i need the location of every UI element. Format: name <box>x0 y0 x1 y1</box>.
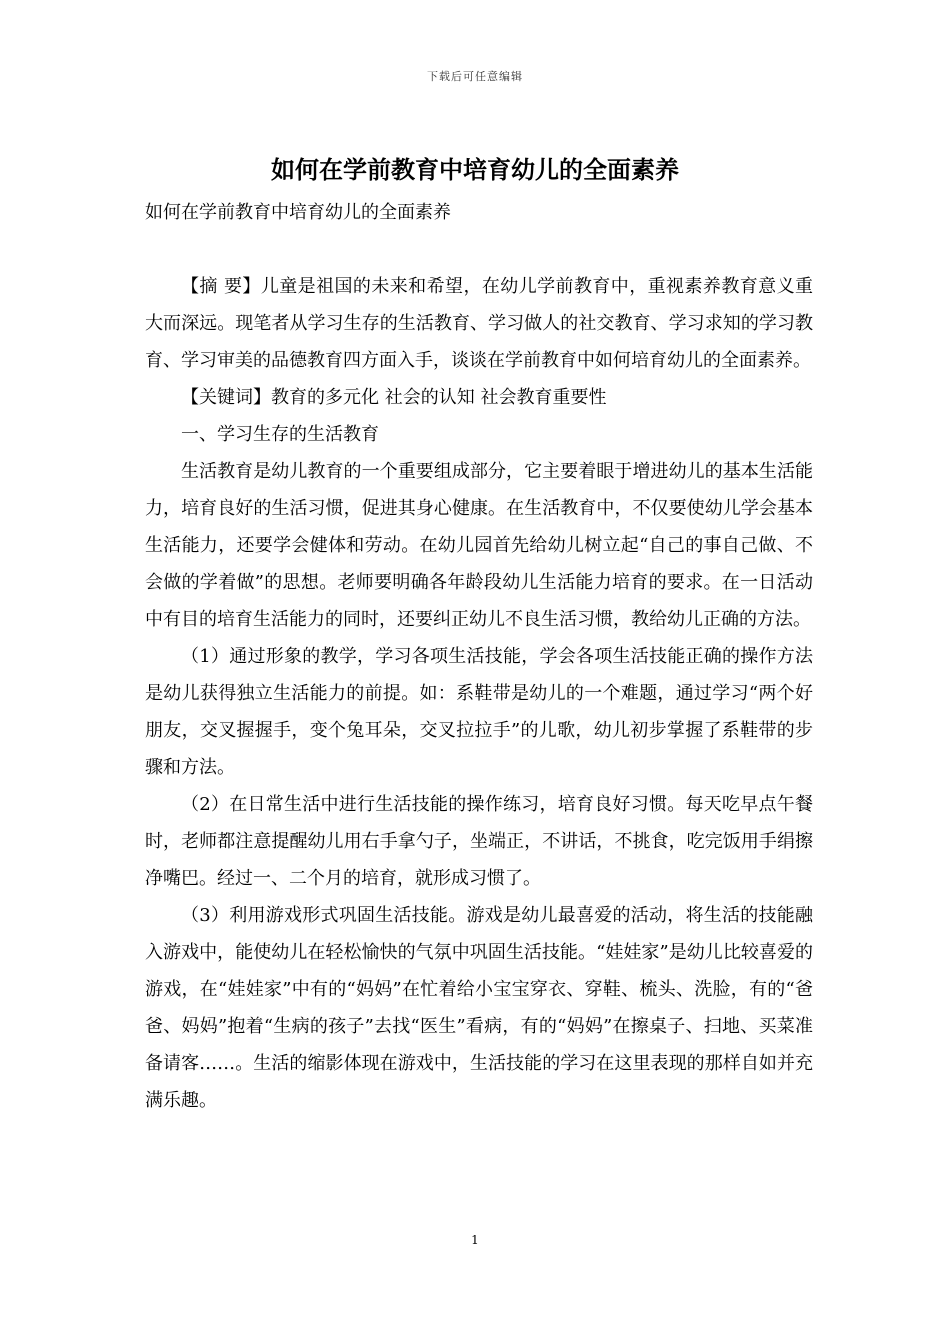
document-title: 如何在学前教育中培育幼儿的全面素养 <box>271 155 679 184</box>
document-subtitle: 如何在学前教育中培育幼儿的全面素养 <box>145 202 451 223</box>
body-paragraph: （2）在日常生活中进行生活技能的操作练习，培育良好习惯。每天吃早点午餐时，老师都注意提醒幼儿用右手拿勺子，坐端正，不讲话，不挑食，吃完饭用手绢擦净嘴巴。经过一、二个月的培育，就形成习惯了。 <box>145 794 813 889</box>
page-header-note: 下载后可任意编辑 <box>427 70 523 83</box>
document-body <box>145 268 813 1119</box>
keywords-paragraph: 【关键词】教育的多元化 社会的认知 社会教育重要性 <box>181 387 607 408</box>
body-paragraph: 生活教育是幼儿教育的一个重要组成部分，它主要着眼于增进幼儿的基本生活能力，培育良好的生活习惯，促进其身心健康。在生活教育中，不仅要使幼儿学会基本生活能力，还要学会健体和劳动。在幼儿园首先给幼儿树立起“自己的事自己做、不会做的学着做”的思想。老师要明确各年龄段幼儿生活能力培育的要求。在一日活动中有目的培育生活能力的同时，还要纠正幼儿不良生活习惯，教给幼儿正确的方法。 <box>145 461 813 630</box>
section-heading: 一、学习生存的生活教育 <box>181 424 379 445</box>
abstract-paragraph: 【摘 要】儿童是祖国的未来和希望，在幼儿学前教育中，重视素养教育意义重大而深远。现笔者从学习生存的生活教育、学习做人的社交教育、学习求知的学习教育、学习审美的品德教育四方面入手，谈谈在学前教育中如何培育幼儿的全面素养。 <box>145 276 813 371</box>
body-paragraph: （3）利用游戏形式巩固生活技能。游戏是幼儿最喜爱的活动，将生活的技能融入游戏中，能使幼儿在轻松愉快的气氛中巩固生活技能。“娃娃家”是幼儿比较喜爱的游戏，在“娃娃家”中有的“妈妈”在忙着给小宝宝穿衣、穿鞋、梳头、洗脸，有的“爸爸、妈妈”抱着“生病的孩子”去找“医生”看病，有的“妈妈”在擦桌子、扫地、买菜准备请客……。生活的缩影体现在游戏中，生活技能的学习在这里表现的那样自如并充满乐趣。 <box>145 905 813 1111</box>
page-number: 1 <box>471 1233 479 1247</box>
body-paragraph: （1）通过形象的教学，学习各项生活技能，学会各项生活技能正确的操作方法是幼儿获得独立生活能力的前提。如：系鞋带是幼儿的一个难题，通过学习“两个好朋友，交叉握握手，变个兔耳朵，交叉拉拉手”的儿歌，幼儿初步掌握了系鞋带的步骤和方法。 <box>145 646 813 778</box>
